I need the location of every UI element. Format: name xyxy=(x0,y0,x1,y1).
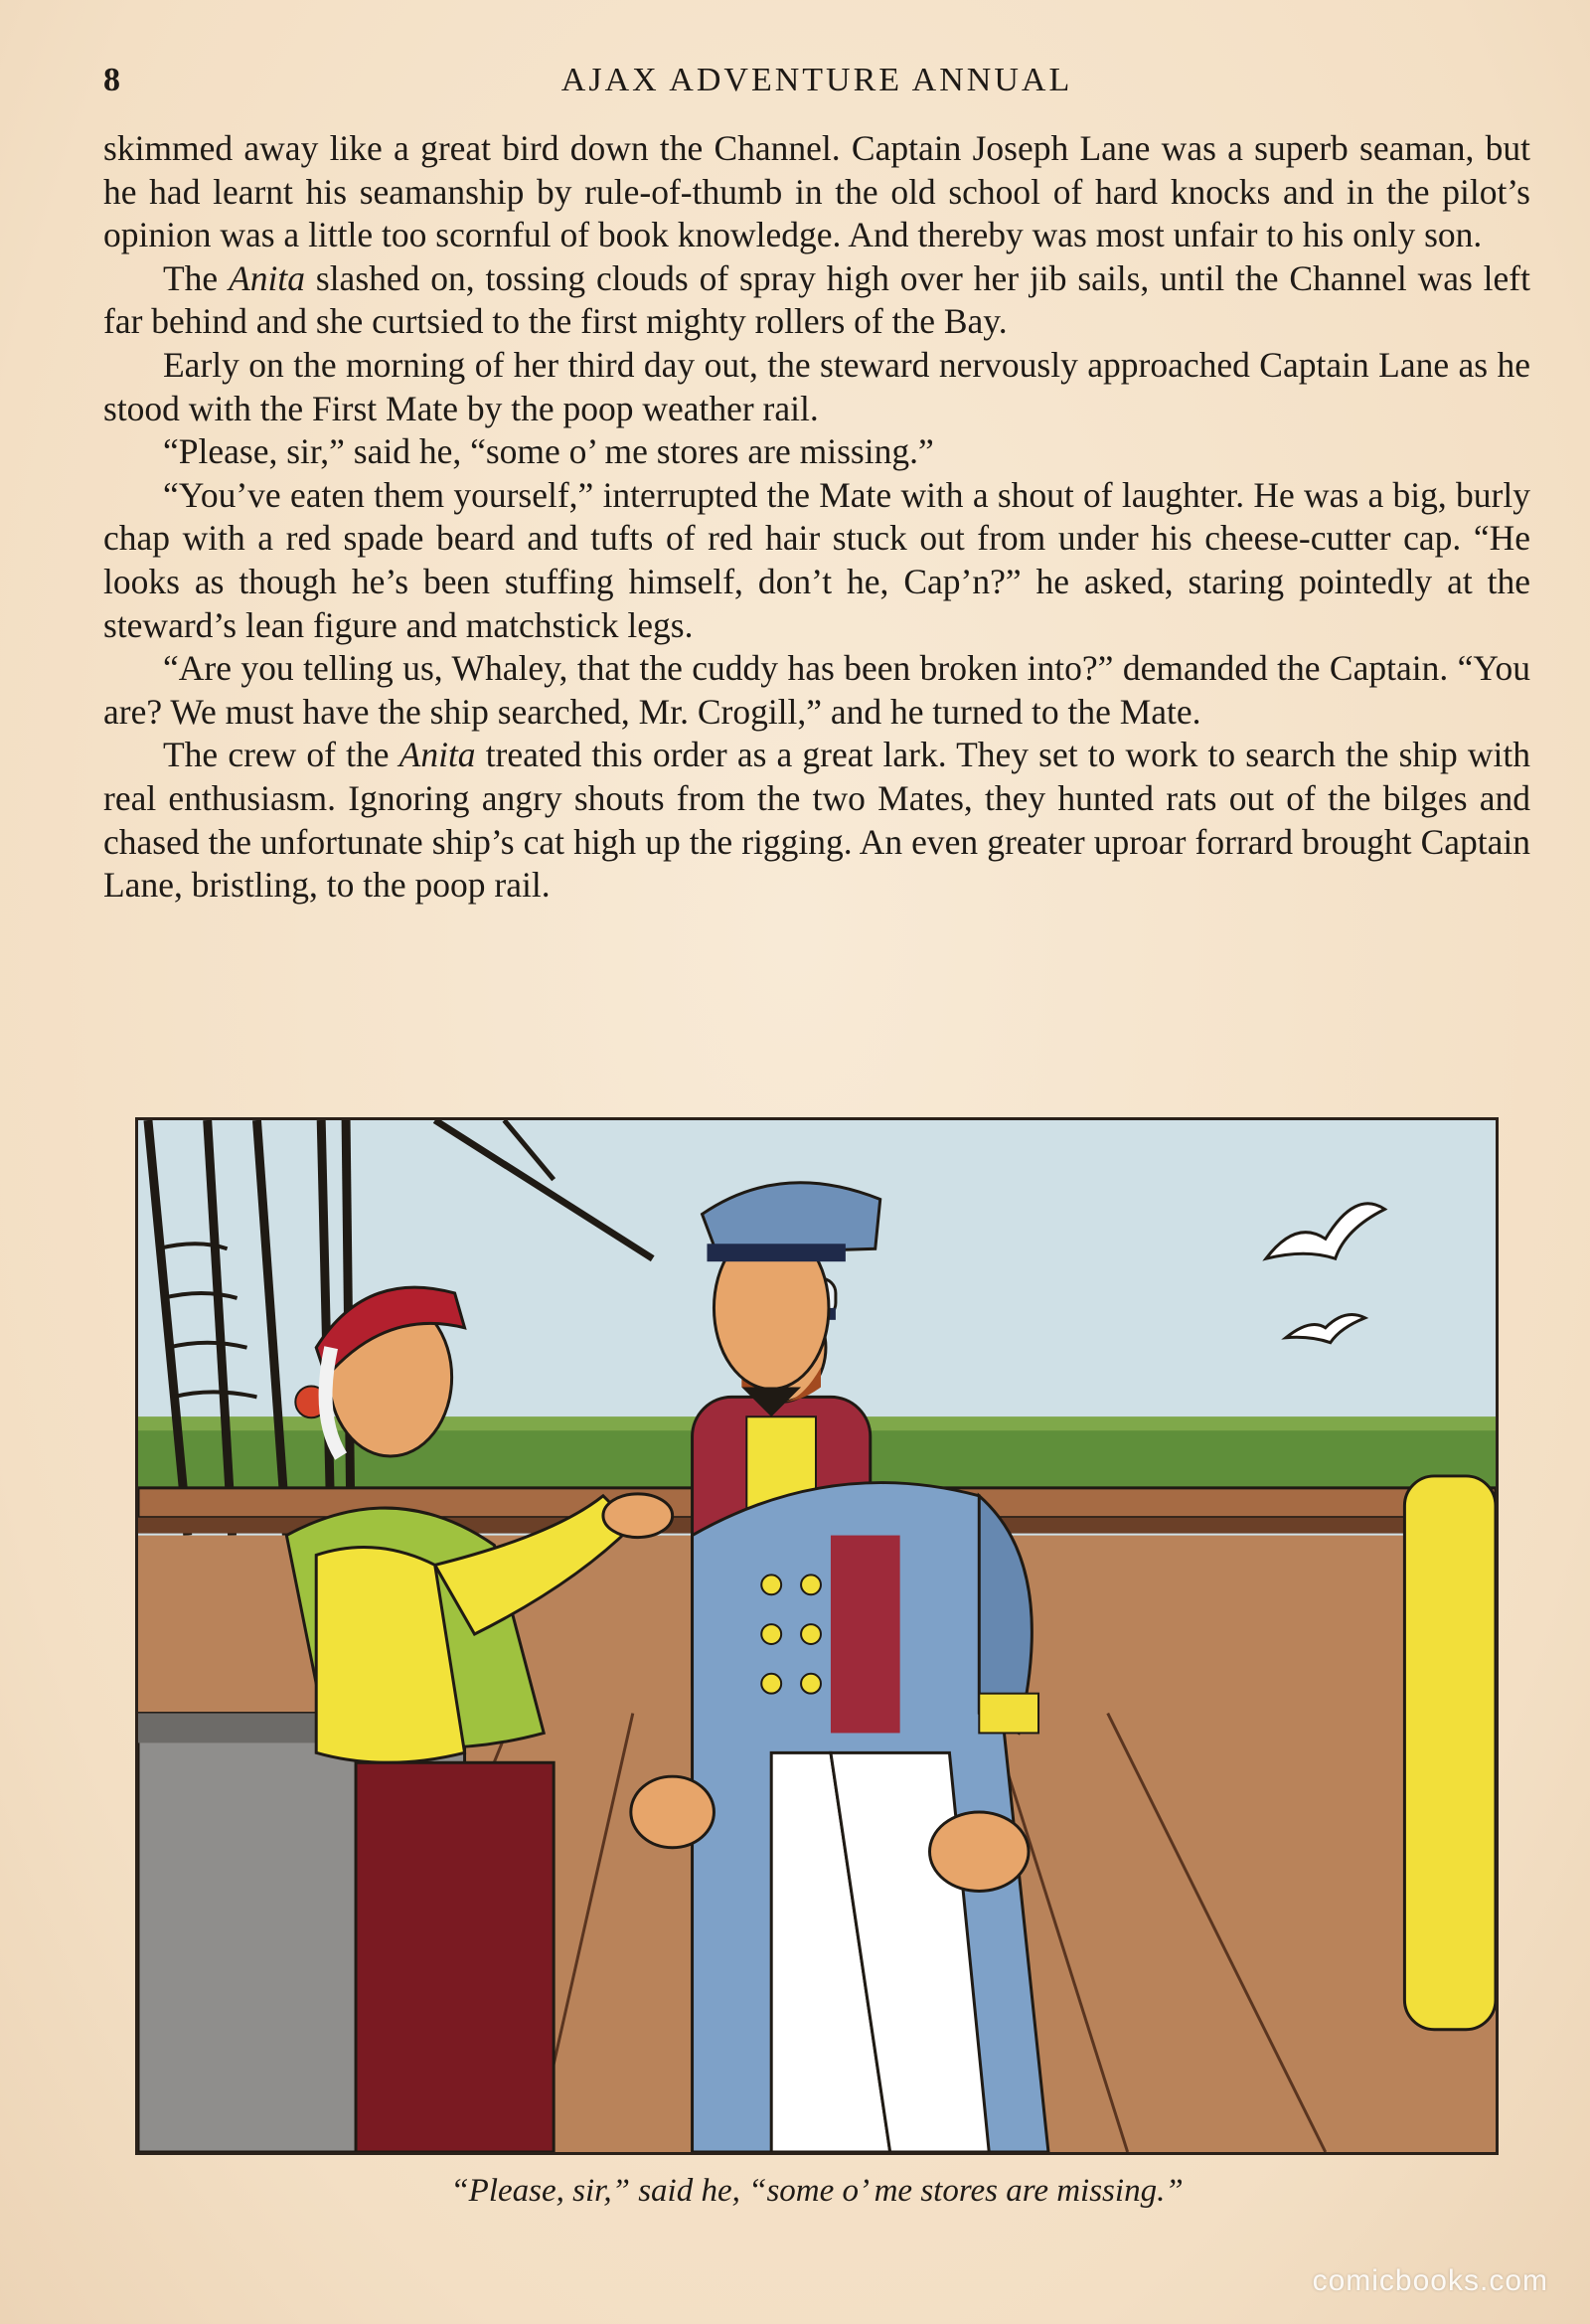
paragraph-text: skimmed away like a great bird down the Channel. Captain Joseph Lane was a superb seaman, but he had learnt his seamanship by rule-of-thumb in the old school of hard knocks and in the pilot’s opinion was a little too scornful of book knowledge. And thereby was most unfair to his only son. xyxy=(103,128,1530,255)
page-header xyxy=(103,62,1530,109)
paragraph-text: The xyxy=(163,257,230,298)
capstan xyxy=(1404,1476,1496,2030)
story-paragraph xyxy=(103,734,1530,907)
story-paragraph xyxy=(103,127,1530,257)
paragraph-text: Early on the morning of her third day out, the steward nervously approached Captain Lane as he stood with the First Mate by the poop weather rail. xyxy=(103,344,1530,428)
running-title: AJAX ADVENTURE ANNUAL xyxy=(560,62,1073,98)
paragraph-text: “Please, sir,” said he, “some o’ me stores are missing.” xyxy=(163,431,934,472)
watermark: comicbooks.com xyxy=(1312,2264,1548,2297)
story-paragraph xyxy=(103,647,1530,734)
story-illustration xyxy=(135,1117,1499,2155)
ship-name: Anita xyxy=(229,257,305,298)
paragraph-text: The crew of the xyxy=(163,735,399,775)
story-paragraph xyxy=(103,344,1530,430)
paragraph-text: treated this order as a great lark. They set to work to search the ship with real enthusiasm. Ignoring angry shouts from the two Mates, they hunted rats out of the bilges and chased the unfortunate ship’s cat high up the rigging. An even greater uproar forrard brought Captain Lane, bristling, to the poop rail. xyxy=(103,735,1531,906)
story-paragraph xyxy=(103,474,1530,647)
story-paragraph xyxy=(103,430,1530,474)
paragraph-text: “Are you telling us, Whaley, that the cuddy has been broken into?” demanded the Captain. “You are? We must have the ship searched, Mr. Crogill,” and he turned to the Mate. xyxy=(103,648,1530,732)
illustration-caption: “Please, sir,” said he, “some o’ me stores are missing.” xyxy=(450,2173,1184,2209)
ship-name: Anita xyxy=(398,735,476,775)
illustration-art xyxy=(138,1120,1496,2152)
paragraph-text: “You’ve eaten them yourself,” interrupted the Mate with a shout of laughter. He was a big, burly chap with a red spade beard and tufts of red hair stuck out from under his cheese-cutter cap. “He looks as though he’s been stuffing himself, don’t he, Cap’n?” he asked, staring pointedly at the steward’s lean figure and matchstick legs. xyxy=(103,474,1530,645)
story-text xyxy=(103,127,1530,908)
story-paragraph xyxy=(103,257,1530,344)
page-number: 8 xyxy=(103,62,121,98)
paragraph-text: slashed on, tossing clouds of spray high over her jib sails, until the Channel was left far behind and she curtsied to the first mighty rollers of the Bay. xyxy=(103,257,1530,342)
